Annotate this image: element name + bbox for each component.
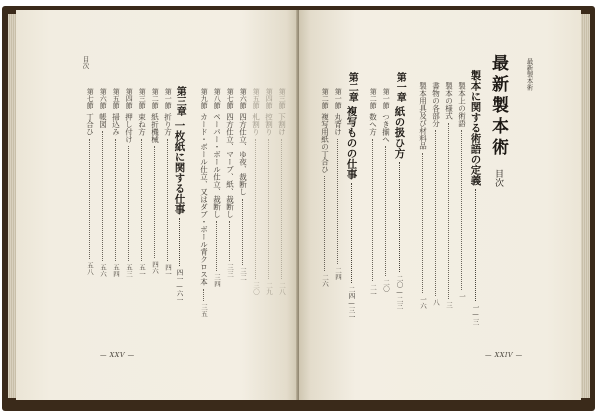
toc-entry-ch3-5: 第五節 掃込み 五四	[111, 88, 121, 277]
toc-entry-ch3-4: 第四節 押し付け 五三	[124, 88, 134, 277]
left-running-header	[82, 56, 89, 69]
dot-leader	[216, 221, 217, 271]
toc-entry-intro-4: 製本用具及び材料品 一六	[418, 82, 428, 309]
dot-leader	[372, 139, 373, 281]
toc-entry-sec5: 第五節 札割り 三〇	[251, 88, 261, 295]
dot-leader	[229, 221, 230, 261]
toc-entry-sec3: 第三節 下割け 二八	[277, 88, 287, 295]
right-running-header	[526, 58, 533, 91]
dot-leader	[268, 139, 269, 279]
dot-leader	[399, 162, 400, 272]
dot-leader	[461, 130, 462, 290]
toc-entry-sec6: 第六節 四方仕立、ゆ夜、裁断し 三二	[238, 88, 248, 281]
dot-leader	[167, 139, 168, 261]
dot-leader	[255, 139, 256, 279]
running-header-text: 最新製本術	[525, 58, 534, 91]
toc-entry-sec4: 第四節 控割り 二九	[264, 88, 274, 295]
chapter-3-heading: 第三章 一枚紙に関する仕事 四一—六一	[173, 86, 186, 303]
toc-entry-ch3-6: 第六節 帳図 五六	[98, 88, 108, 277]
dot-leader	[154, 146, 155, 258]
toc-entry-ch2-2: 第二節 複写用紙の丁合ひ 二六	[320, 88, 330, 287]
dot-leader	[324, 176, 325, 271]
toc-entry-ch1-1: 第一節 つき揃へ 二〇	[381, 88, 391, 292]
chapter-1-heading: 第一章 紙の扱ひ方 二〇—二三	[393, 72, 406, 309]
dot-leader	[203, 289, 204, 301]
toc-entry-ch3-7: 第七節 丁合ひ 五八	[85, 88, 95, 275]
dot-leader	[179, 218, 180, 266]
dot-leader	[337, 139, 338, 264]
right-page-number: — XXIV —	[485, 351, 523, 359]
toc-entry-intro-2: 製本の様式 三	[444, 82, 454, 308]
toc-entry-ch3-3: 第三節 束ね方 五一	[137, 88, 147, 277]
dot-leader	[102, 131, 103, 261]
left-page-number: — XXV —	[100, 351, 135, 359]
dot-leader	[115, 139, 116, 261]
dot-leader	[351, 183, 352, 283]
dot-leader	[435, 130, 436, 296]
toc-entry-ch3-1: 第一節 折り方 四一	[163, 88, 173, 277]
book-title	[489, 54, 506, 187]
right-page	[299, 10, 581, 400]
page-stack-right	[581, 14, 590, 398]
dot-leader	[422, 153, 423, 293]
chapter-2-heading: 第二章 複写ものの仕事 二四—三一	[345, 72, 358, 320]
dot-leader	[128, 146, 129, 261]
toc-entry-sec9: 第九節 カード・ボール仕立、又はダブ・ボール背クロス本 三五	[199, 88, 209, 317]
dot-leader	[89, 139, 90, 259]
toc-entry-intro-3: 書物の各部分 八	[431, 82, 441, 306]
dot-leader	[141, 139, 142, 261]
dot-leader	[242, 199, 243, 265]
left-page	[16, 10, 298, 400]
dot-leader	[385, 146, 386, 276]
book-title-text: 最新製本術	[488, 54, 508, 159]
dot-leader	[281, 139, 282, 279]
toc-entry-sec7: 第七節 四方仕立、マーブ、紙、裁断し 三三	[225, 88, 235, 277]
running-header-text: 目次	[81, 56, 90, 69]
intro-heading: 製本に関する術語の定義 一—三	[469, 70, 482, 325]
toc-entry-sec8: 第八節 ペーパー・ボール仕立、裁断し 三四	[212, 88, 222, 287]
toc-entry-ch3-2: 第二節 紙折機械 四六	[150, 88, 160, 274]
dot-leader	[448, 123, 449, 299]
toc-entry-ch2-1: 第一節 丸背け 二四	[333, 88, 343, 280]
toc-entry-intro-1: 製本上の術語 一	[457, 82, 467, 300]
dot-leader	[475, 189, 476, 301]
toc-label: 目次	[493, 169, 503, 187]
toc-entry-ch1-2: 第二節 数へ方 二一	[368, 88, 378, 297]
